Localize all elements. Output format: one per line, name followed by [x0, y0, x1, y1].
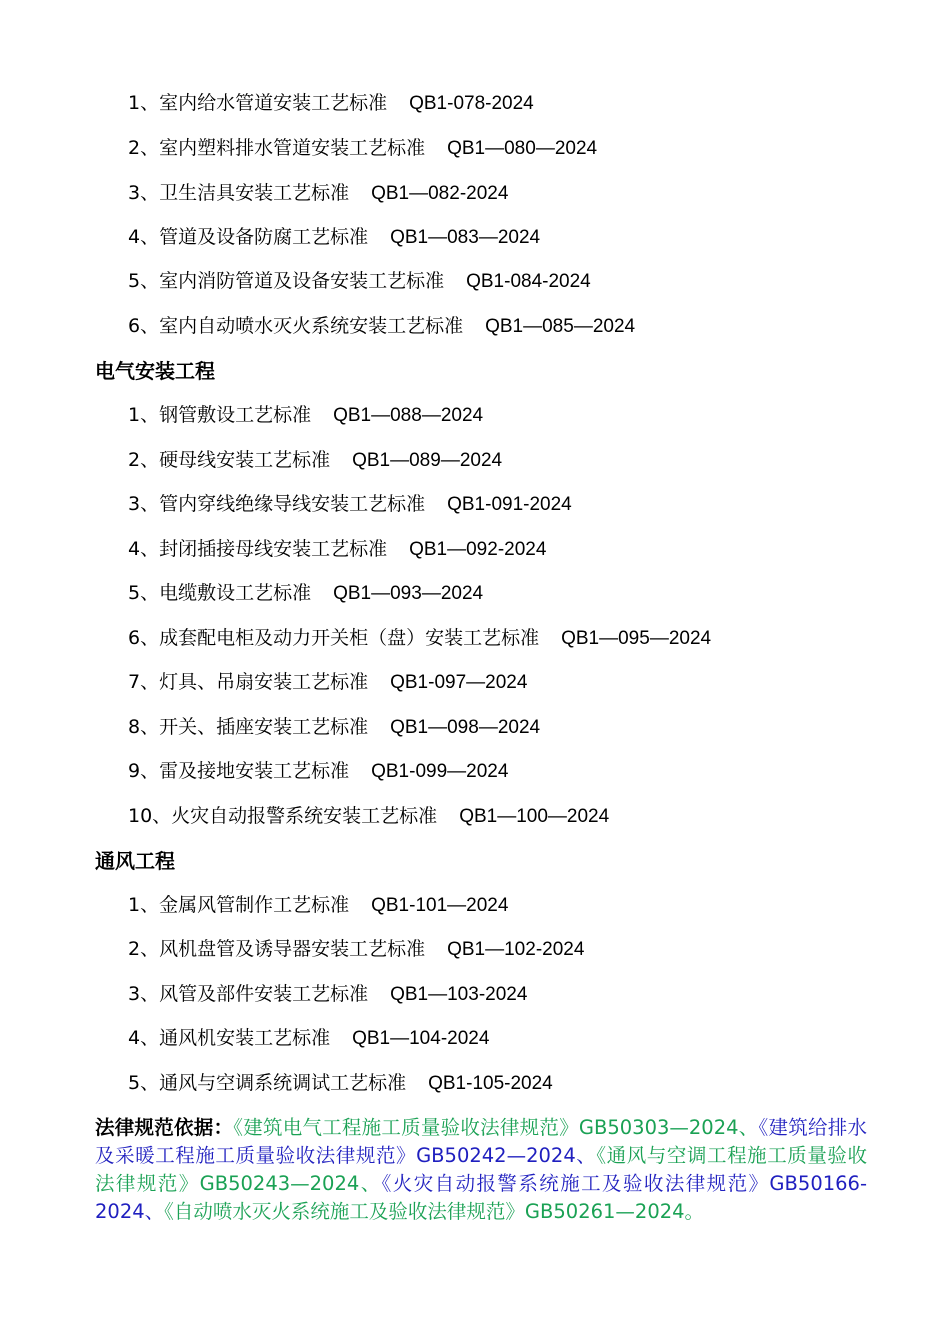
list-item [128, 269, 591, 294]
list-item [128, 448, 502, 473]
list-item [128, 670, 527, 695]
item-code: QB1-091-2024 [447, 494, 572, 515]
list-item [128, 136, 597, 161]
item-label: 3、卫生洁具安装工艺标准 [128, 182, 350, 204]
list-item [128, 759, 508, 784]
section-heading: 电气安装工程 [95, 359, 215, 383]
item-label: 5、室内消防管道及设备安装工艺标准 [128, 270, 445, 292]
item-code: QB1—095—2024 [561, 628, 712, 649]
item-label: 6、室内自动喷水灭火系统安装工艺标准 [128, 315, 464, 337]
list-item [128, 1026, 489, 1051]
item-code: QB1—100—2024 [459, 806, 610, 827]
item-label: 2、风机盘管及诱导器安装工艺标准 [128, 938, 426, 960]
section-heading: 通风工程 [95, 849, 175, 873]
list-item [128, 314, 635, 339]
item-code: QB1—088—2024 [333, 405, 484, 426]
item-code: QB1-105-2024 [428, 1073, 553, 1094]
item-label: 10、火灾自动报警系统安装工艺标准 [128, 805, 438, 827]
list-item [128, 581, 483, 606]
list-item [128, 982, 527, 1007]
item-label: 1、钢管敷设工艺标准 [128, 404, 312, 426]
item-label: 5、通风与空调系统调试工艺标准 [128, 1072, 407, 1094]
list-item [128, 937, 584, 962]
item-label: 6、成套配电柜及动力开关柜（盘）安装工艺标准 [128, 627, 540, 649]
list-item [128, 225, 540, 250]
item-label: 2、室内塑料排水管道安装工艺标准 [128, 137, 426, 159]
item-label: 4、封闭插接母线安装工艺标准 [128, 538, 388, 560]
list-item [128, 1071, 553, 1096]
item-label: 2、硬母线安装工艺标准 [128, 449, 331, 471]
legal-basis-label: 法律规范依据： [95, 1116, 234, 1139]
item-code: QB1—093—2024 [333, 583, 484, 604]
reference-electrical: 《建筑电气工程施工质量验收法律规范》GB50303—2024、 [233, 1116, 759, 1139]
item-label: 4、管道及设备防腐工艺标准 [128, 226, 369, 248]
item-code: QB1—083—2024 [390, 227, 541, 248]
reference-plumbing: 《建筑给排水及采暖工程施工质量验收法律规范》GB50242—2024、 [95, 1116, 867, 1167]
list-item [128, 91, 534, 116]
item-code: QB1—098—2024 [390, 717, 541, 738]
item-code: QB1—102-2024 [447, 939, 585, 960]
item-code: QB1-101—2024 [371, 895, 509, 916]
list-item [128, 893, 508, 918]
item-label: 8、开关、插座安装工艺标准 [128, 716, 369, 738]
item-label: 9、雷及接地安装工艺标准 [128, 760, 350, 782]
legal-basis-paragraph [95, 1114, 867, 1226]
item-code: QB1—089—2024 [352, 450, 503, 471]
list-item [128, 715, 540, 740]
item-label: 7、灯具、吊扇安装工艺标准 [128, 671, 369, 693]
reference-fire-alarm: 《火灾自动报警系统施工及验收法律规范》GB50166-2024、 [95, 1172, 867, 1223]
item-label: 3、风管及部件安装工艺标准 [128, 983, 369, 1005]
item-code: QB1—080—2024 [447, 138, 598, 159]
item-code: QB1—103-2024 [390, 984, 528, 1005]
reference-ventilation: 《通风与空调工程施工质量验收法律规范》GB50243—2024、 [95, 1144, 867, 1195]
item-code: QB1-084-2024 [466, 271, 591, 292]
item-code: QB1-099—2024 [371, 761, 509, 782]
item-label: 3、管内穿线绝缘导线安装工艺标准 [128, 493, 426, 515]
item-code: QB1—085—2024 [485, 316, 636, 337]
item-label: 1、室内给水管道安装工艺标准 [128, 92, 388, 114]
list-item [128, 181, 508, 206]
list-item [128, 492, 572, 517]
item-code: QB1—092-2024 [409, 539, 547, 560]
item-label: 4、通风机安装工艺标准 [128, 1027, 331, 1049]
item-label: 1、金属风管制作工艺标准 [128, 894, 350, 916]
item-code: QB1—104-2024 [352, 1028, 490, 1049]
list-item [128, 626, 711, 651]
list-item [128, 403, 483, 428]
list-item [128, 804, 609, 829]
item-label: 5、电缆敷设工艺标准 [128, 582, 312, 604]
item-code: QB1—082-2024 [371, 183, 509, 204]
item-code: QB1-097—2024 [390, 672, 528, 693]
reference-sprinkler: 《自动喷水灭火系统施工及验收法律规范》GB50261—2024。 [164, 1200, 705, 1223]
list-item [128, 537, 546, 562]
item-code: QB1-078-2024 [409, 93, 534, 114]
